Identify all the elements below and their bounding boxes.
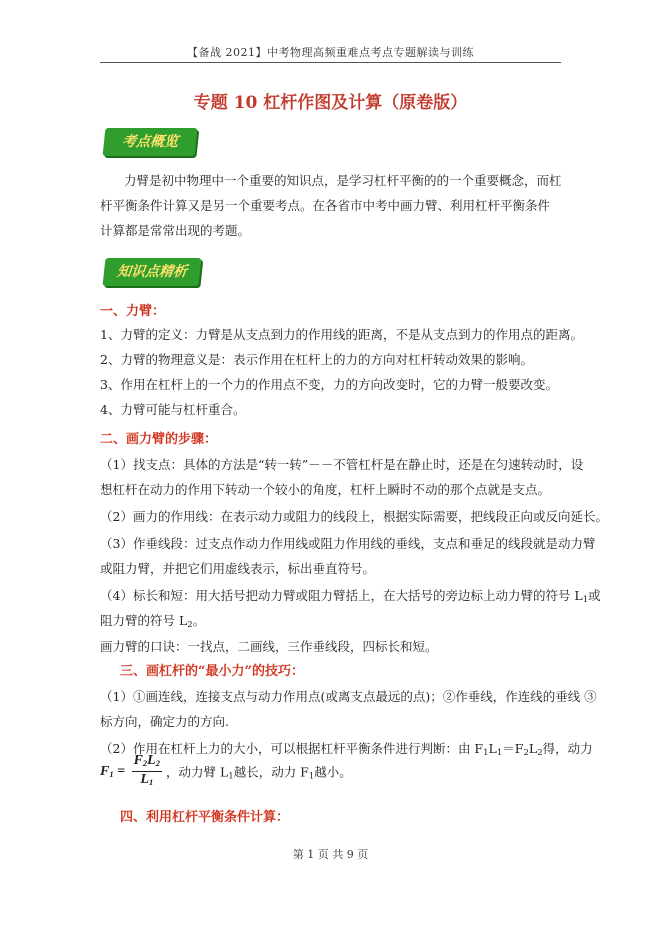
step-text: 或	[588, 588, 601, 603]
running-head: 【备战 2021】中考物理高频重难点考点专题解读与训练	[187, 46, 474, 59]
subscript: 2	[155, 758, 160, 769]
step-line: （1）找支点：具体的方法是“转一转”－－不管杠杆是在静止时，还是在匀速转动时，设	[100, 457, 584, 472]
intro-paragraph: 力臂是初中物理中一个重要的知识点，是学习杠杆平衡的的一个重要概念，而杠杆平衡条件计算又是另一个重要考点。在各省市中考中画力臂、利用杠杆平衡条件计算都是常常出现的考题。	[100, 173, 562, 238]
section-heading-4: 四、利用杠杆平衡条件计算：	[120, 810, 290, 825]
step-line: 想杠杆在动力的作用下转动一个较小的角度，杠杆上瞬时不动的那个点就是支点。	[100, 482, 551, 497]
tip-line: （1）①画连线，连接支点与动力作用点(或离支点最远的点)；②作垂线，作连线的垂线 ③	[100, 689, 597, 704]
tip-text: ，动力臂 L	[165, 764, 229, 780]
tip-text: ＝F	[502, 741, 524, 756]
subscript: 1	[582, 595, 589, 605]
formula-lhs: F	[100, 764, 110, 779]
equals-sign: =	[117, 764, 126, 779]
tip-text: （2）作用在杠杆上力的大小，可以根据杠杆平衡条件进行判断：由 F	[100, 741, 484, 756]
formula-line	[100, 752, 570, 792]
subscript: 2	[523, 748, 529, 758]
step-line: 或阻力臂，并把它们用虚线表示，标出垂直符号。	[100, 561, 376, 576]
step-text: 阻力臂的符号 L	[100, 613, 188, 628]
mnemonic-line: 画力臂的口诀：一找点，二画线，三作垂线段，四标长和短。	[100, 639, 438, 654]
list-item: 3、作用在杠杆上的一个力的作用点不变，力的方向改变时，它的力臂一般要改变。	[100, 377, 558, 392]
subscript: 1	[308, 771, 315, 782]
lever-formula	[100, 752, 162, 794]
tip-text: L	[488, 741, 497, 756]
subscript: 2	[537, 748, 543, 758]
tip-text: L	[528, 741, 538, 756]
tip-line: 标方向，确定力的方向.	[100, 714, 229, 729]
overview-badge: 考点概览	[103, 128, 198, 156]
formula-text: L	[140, 772, 149, 788]
fraction-numerator	[132, 753, 162, 772]
page-title: 专题 10 杠杆作图及计算（原卷版）	[193, 93, 468, 113]
subscript: 2	[142, 758, 148, 769]
tip-text: 越小。	[314, 764, 352, 780]
subscript: 1	[228, 771, 234, 782]
list-item: 2、力臂的物理意义是：表示作用在杠杆上的力的方向对杠杆转动效果的影响。	[100, 352, 533, 367]
step-line: （3）作垂线段：过支点作动力作用线或阻力作用线的垂线，支点和垂足的线段就是动力臂	[100, 536, 596, 551]
step-text: （4）标长和短：用大括号把动力臂或阻力臂括上，在大括号的旁边标上动力臂的符号 L	[100, 588, 583, 603]
subscript: 1	[148, 777, 154, 788]
analysis-badge: 知识点精析	[103, 258, 202, 286]
subscript: 2	[187, 620, 193, 630]
formula-text: L	[147, 753, 156, 769]
page-footer: 第 1 页 共 9 页	[292, 848, 369, 861]
header-divider	[100, 62, 561, 63]
tip-text: 越长，动力 F	[233, 764, 309, 780]
step-line: （2）画力的作用线：在表示动力或阻力的线段上，根据实际需要，把线段正向或反向延长。	[100, 509, 608, 524]
subscript: 1	[109, 769, 114, 779]
list-item: 1、力臂的定义：力臂是从支点到力的作用线的距离，不是从支点到力的作用点的距离。	[100, 327, 583, 342]
fraction-denominator	[132, 772, 162, 790]
subscript: 1	[483, 748, 489, 758]
fraction	[132, 753, 162, 790]
section-heading-1: 一、力臂：	[100, 304, 166, 319]
list-item: 4、力臂可能与杠杆重合。	[100, 402, 246, 417]
section-heading-3: 三、画杠杆的“最小力”的技巧：	[120, 664, 304, 679]
step-text: 。	[192, 613, 206, 628]
section-heading-2: 二、画力臂的步骤：	[100, 432, 218, 447]
subscript: 1	[496, 748, 503, 758]
tip-text: 得，动力	[542, 741, 593, 756]
formula-text: F	[133, 753, 143, 769]
